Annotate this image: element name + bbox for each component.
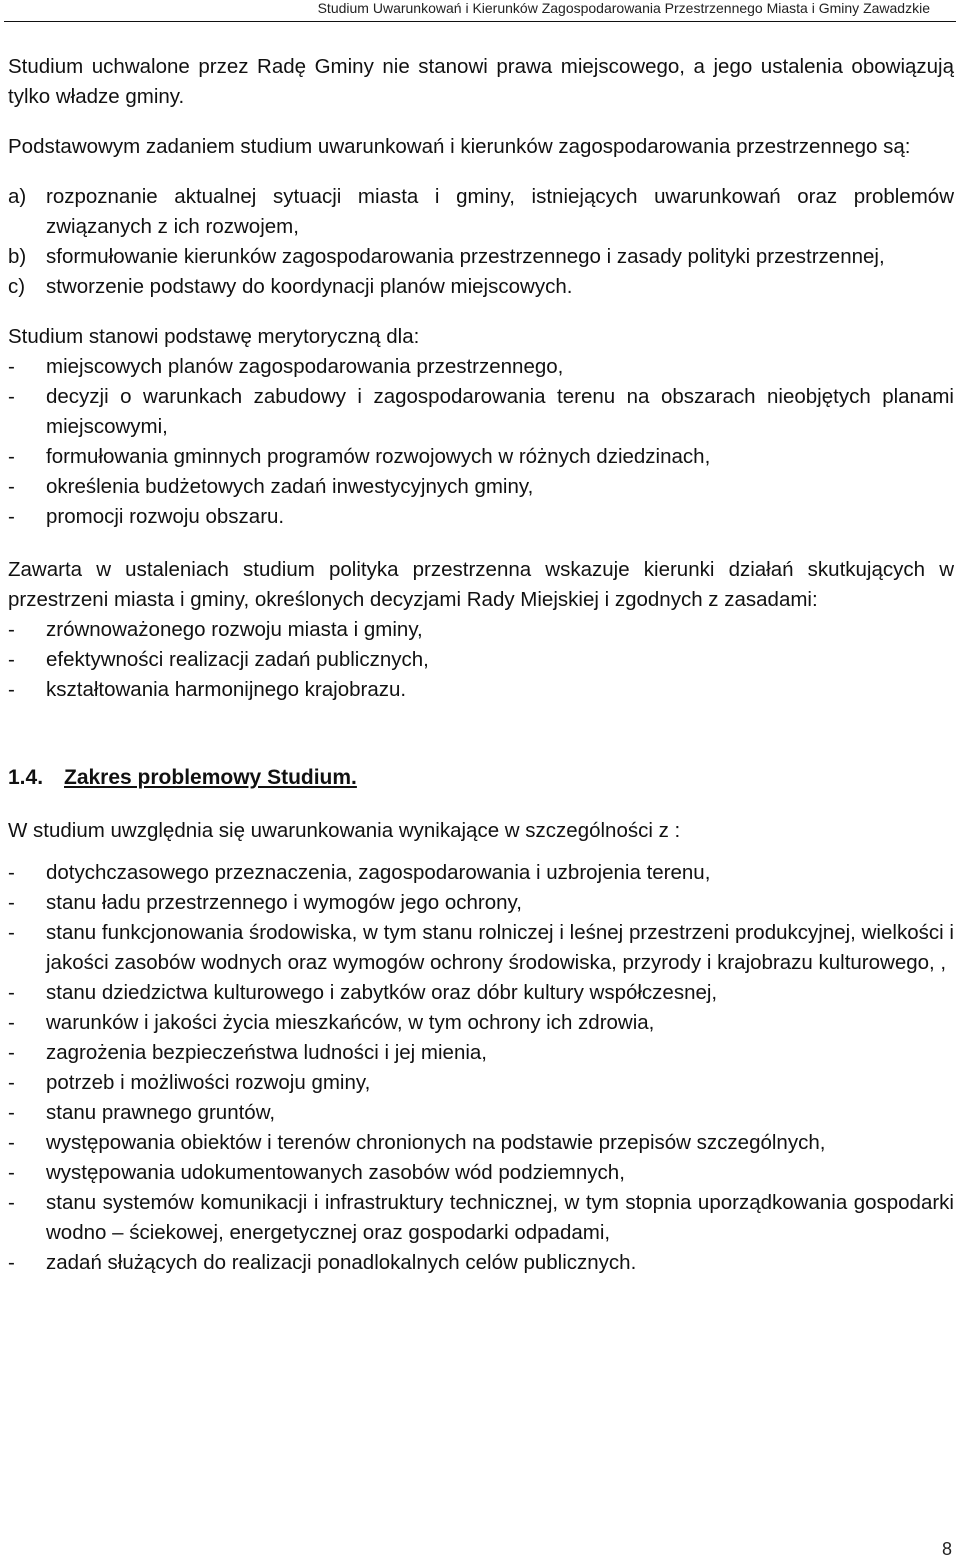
list-item — [8, 1188, 954, 1248]
list-item-text: stanu ładu przestrzennego i wymogów jego ochrony, — [46, 891, 522, 914]
list-item — [8, 858, 954, 888]
list-item-text: rozpoznanie aktualnej sytuacji miasta i gminy, istniejących uwarunkowań oraz problemów związanych z ich rozwojem, — [46, 185, 954, 238]
list-item-text: miejscowych planów zagospodarowania przestrzennego, — [46, 355, 564, 378]
paragraph-policy: Zawarta w ustaleniach studium polityka przestrzenna wskazuje kierunki działań skutkujących w przestrzeni miasta i gminy, określonych decyzjami Rady Miejskiej i zgodnych z zasadami: — [8, 558, 954, 611]
section-number: 1.4. — [8, 766, 44, 789]
list-item — [8, 352, 954, 382]
task-list — [8, 182, 954, 302]
list-item-text: dotychczasowego przeznaczenia, zagospodarowania i uzbrojenia terenu, — [46, 861, 711, 884]
dash-marker: - — [8, 678, 15, 701]
list-item — [8, 888, 954, 918]
list-item-text: stworzenie podstawy do koordynacji planów miejscowych. — [46, 275, 573, 298]
list-item-text: efektywności realizacji zadań publicznych, — [46, 648, 429, 671]
page-number: 8 — [941, 1539, 952, 1559]
list-marker: c) — [8, 275, 26, 298]
running-header: Studium Uwarunkowań i Kierunków Zagospodarowania Przestrzennego Miasta i Gminy Zawadzkie — [317, 0, 930, 16]
dash-marker: - — [8, 1251, 15, 1274]
dash-marker: - — [8, 921, 15, 944]
list-item — [8, 382, 954, 442]
paragraph-basis: Studium stanowi podstawę merytoryczną dla: — [8, 325, 420, 348]
list-item-text: występowania udokumentowanych zasobów wód podziemnych, — [46, 1161, 625, 1184]
dash-marker: - — [8, 1071, 15, 1094]
paragraph-main-task: Podstawowym zadaniem studium uwarunkowań i kierunków zagospodarowania przestrzennego są: — [8, 135, 911, 158]
list-item-text: promocji rozwoju obszaru. — [46, 505, 285, 528]
list-item-text: formułowania gminnych programów rozwojowych w różnych dziedzinach, — [46, 445, 711, 468]
dash-marker: - — [8, 1191, 15, 1214]
list-item — [8, 1248, 954, 1278]
scope-list — [8, 858, 954, 1278]
paragraph-scope: W studium uwzględnia się uwarunkowania wynikające w szczególności z : — [8, 819, 681, 842]
list-item-text: potrzeb i możliwości rozwoju gminy, — [46, 1071, 371, 1094]
list-item-text: stanu systemów komunikacji i infrastruktury technicznej, w tym stopnia uporządkowania gospodarki wodno – ściekowej, energetycznej oraz gospodarki odpadami, — [46, 1191, 954, 1244]
dash-marker: - — [8, 981, 15, 1004]
list-item — [8, 1158, 954, 1188]
list-item — [8, 1128, 954, 1158]
dash-marker: - — [8, 505, 15, 528]
dash-marker: - — [8, 891, 15, 914]
list-item — [8, 472, 954, 502]
list-item — [8, 1068, 954, 1098]
section-title: Zakres problemowy Studium. — [64, 766, 357, 789]
list-item — [8, 442, 954, 472]
list-item-text: określenia budżetowych zadań inwestycyjnych gminy, — [46, 475, 534, 498]
list-item — [8, 1008, 954, 1038]
dash-marker: - — [8, 1101, 15, 1124]
list-item — [8, 1098, 954, 1128]
list-marker: a) — [8, 185, 27, 208]
list-item — [8, 242, 954, 272]
list-item-text: występowania obiektów i terenów chronionych na podstawie przepisów szczególnych, — [46, 1131, 826, 1154]
list-item — [8, 645, 954, 675]
dash-marker: - — [8, 475, 15, 498]
dash-marker: - — [8, 355, 15, 378]
list-item — [8, 182, 954, 242]
list-item — [8, 675, 954, 705]
header-rule — [4, 21, 956, 22]
list-item-text: zrównoważonego rozwoju miasta i gminy, — [46, 618, 423, 641]
dash-marker: - — [8, 618, 15, 641]
list-item — [8, 502, 954, 532]
list-item — [8, 1038, 954, 1068]
list-marker: b) — [8, 245, 27, 268]
basis-list — [8, 352, 954, 532]
paragraph-resolution: Studium uchwalone przez Radę Gminy nie stanowi prawa miejscowego, a jego ustalenia obowiązują tylko władze gminy. — [8, 55, 954, 108]
dash-marker: - — [8, 1161, 15, 1184]
list-item — [8, 918, 954, 978]
section-heading — [8, 763, 954, 793]
policy-list — [8, 615, 954, 705]
dash-marker: - — [8, 861, 15, 884]
dash-marker: - — [8, 648, 15, 671]
list-item-text: stanu dziedzictwa kulturowego i zabytków oraz dóbr kultury współczesnej, — [46, 981, 718, 1004]
list-item-text: kształtowania harmonijnego krajobrazu. — [46, 678, 407, 701]
dash-marker: - — [8, 1011, 15, 1034]
list-item-text: sformułowanie kierunków zagospodarowania przestrzennego i zasady polityki przestrzennej, — [46, 245, 885, 268]
list-item-text: zadań służących do realizacji ponadlokalnych celów publicznych. — [46, 1251, 637, 1274]
list-item — [8, 272, 954, 302]
dash-marker: - — [8, 1041, 15, 1064]
dash-marker: - — [8, 385, 15, 408]
document-body — [8, 52, 954, 1278]
list-item-text: stanu funkcjonowania środowiska, w tym stanu rolniczej i leśnej przestrzeni produkcyjnej, wielkości i jakości zasobów wodnych oraz wymogów ochrony środowiska, przyrody i krajobrazu kulturowego, , — [46, 921, 954, 974]
dash-marker: - — [8, 1131, 15, 1154]
dash-marker: - — [8, 445, 15, 468]
list-item-text: stanu prawnego gruntów, — [46, 1101, 276, 1124]
list-item-text: warunków i jakości życia mieszkańców, w tym ochrony ich zdrowia, — [46, 1011, 655, 1034]
list-item-text: decyzji o warunkach zabudowy i zagospodarowania terenu na obszarach nieobjętych planami miejscowymi, — [46, 385, 954, 438]
list-item — [8, 978, 954, 1008]
list-item-text: zagrożenia bezpieczeństwa ludności i jej mienia, — [46, 1041, 487, 1064]
list-item — [8, 615, 954, 645]
